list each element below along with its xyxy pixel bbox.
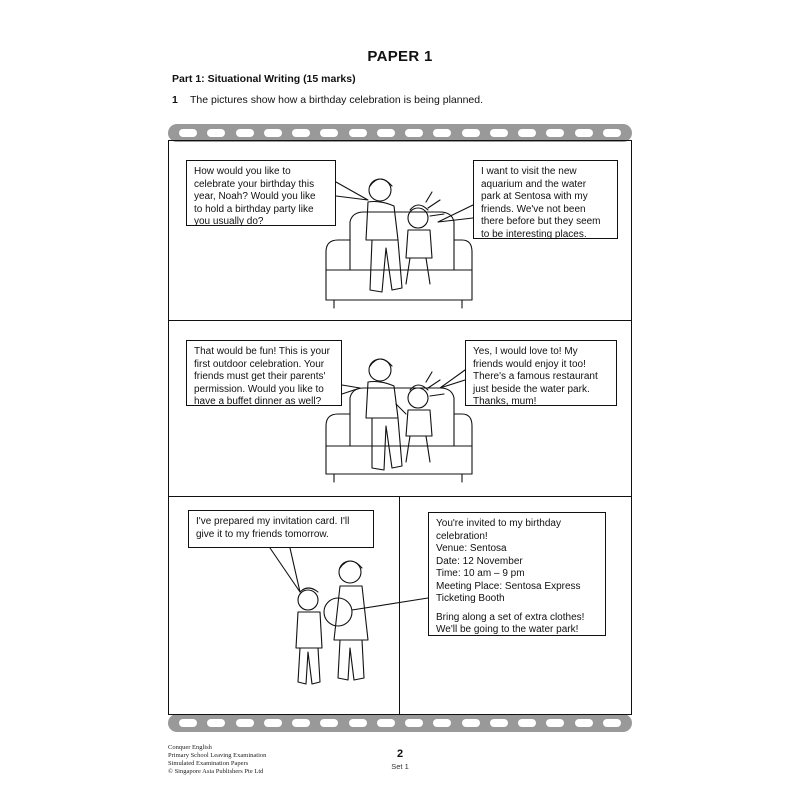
page-title: PAPER 1 [367,48,433,65]
publisher-credits [168,744,266,776]
invitation-line: You're invited to my birthday [436,518,561,529]
bubble-line: to hold a birthday party like [194,203,314,215]
bubble-line: friends must get their parents' [194,371,326,382]
credit-line: © Singapore Asia Publishers Pte Ltd [168,768,264,775]
bubble-line: have a buffet dinner as well? [194,396,322,407]
page-number: 2 [396,748,404,760]
sofa-scene-2 [326,359,472,482]
bubble-tail [438,205,473,222]
bubble-line: you usually do? [194,216,264,227]
question-text: The pictures show how a birthday celebration is being planned. [190,94,484,106]
bubble-tail [440,370,465,388]
bubble-line: year, Noah? Would you like [194,191,316,202]
bubble-line: I want to visit the new [481,166,577,177]
invitation-line: Bring along a set of extra clothes! [436,611,585,623]
invitation-line: Meeting Place: Sentosa Express [436,580,581,592]
credit-line: Simulated Examination Papers [168,760,249,767]
bubble-line: permission. Would you like to [194,383,324,395]
bubble-tail [270,548,300,592]
bubble-line: park at Sentosa with my [481,191,588,202]
invitation-line: Ticketing Booth [436,593,505,604]
section-heading: Part 1: Situational Writing (15 marks) [172,73,356,85]
standing-scene-3 [296,561,428,684]
bubble-line: give it to my friends tomorrow. [196,528,329,540]
invitation-line: celebration! [436,530,488,542]
question-number: 1 [172,94,178,106]
set-label: Set 1 [391,762,409,771]
bubble-line: Thanks, mum! [473,396,537,407]
bubble-line: there before but they seem [481,216,601,227]
bubble-line: just beside the water park. [473,383,590,395]
invitation-line: Date: 12 November [436,555,523,567]
bubble-line: There's a famous restaurant [473,371,598,382]
bubble-line: first outdoor celebration. Your [194,358,325,370]
bubble-line: friends. We've not been [481,203,586,215]
bubble-tail [336,182,368,200]
invitation-line: Time: 10 am – 9 pm [436,568,525,579]
bubble-line: I've prepared my invitation card. I'll [196,516,350,527]
credit-line: Conquer English [168,744,212,751]
bubble-line: How would you like to [194,166,291,177]
sofa-scene-1 [326,179,472,308]
bubble-line: aquarium and the water [481,178,587,190]
bubble-line: to be interesting places. [481,228,587,240]
credit-line: Primary School Leaving Examination [168,752,267,759]
invitation-line: Venue: Sentosa [436,543,507,554]
bubble-line: celebrate your birthday this [194,178,315,190]
bubble-line: friends would enjoy it too! [473,358,586,370]
bubble-line: That would be fun! This is your [194,346,330,357]
invitation-line: We'll be going to the water park! [436,624,579,635]
bubble-line: Yes, I would love to! My [473,346,578,357]
